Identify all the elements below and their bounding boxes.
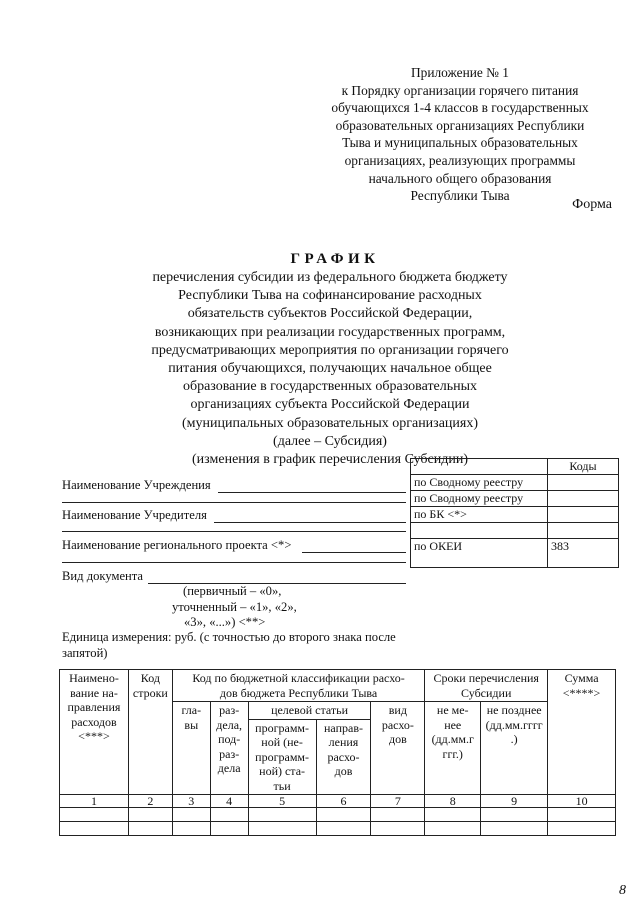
annex-line: образовательных организациях Республики <box>335 117 585 133</box>
table-cell[interactable] <box>210 808 248 822</box>
table-cell[interactable] <box>316 808 371 822</box>
table-cell[interactable] <box>371 822 425 836</box>
institution-field-line2[interactable] <box>62 502 406 503</box>
codes-header-row <box>411 459 619 475</box>
codes-row-label <box>411 523 548 539</box>
header-text: расхо- <box>381 717 414 732</box>
project-label: Наименование регионального проекта <*> <box>62 538 292 552</box>
header-expense-kind <box>371 702 425 795</box>
project-field[interactable] <box>302 552 406 553</box>
header-text: программ- <box>255 720 310 735</box>
codes-row-value[interactable] <box>548 491 619 507</box>
subtitle-line: (муниципальных образовательных организациях) <box>181 415 479 431</box>
header-text: расходов <box>71 714 117 729</box>
codes-row-value[interactable]: 383 <box>548 539 619 568</box>
codes-row <box>411 539 619 568</box>
codes-row <box>411 507 619 523</box>
codes-table <box>410 458 619 568</box>
institution-field[interactable] <box>218 492 406 493</box>
codes-row-label: по ОКЕИ <box>411 539 548 568</box>
annex-line: начального общего образования <box>368 170 552 186</box>
codes-row-label: по БК <*> <box>411 507 548 523</box>
annex-line: Республики Тыва <box>410 188 510 204</box>
table-cell[interactable] <box>248 808 316 822</box>
header-text: направ- <box>323 720 363 735</box>
header-text: ления <box>328 735 359 749</box>
column-number: 7 <box>371 795 425 808</box>
codes-row-value[interactable] <box>548 523 619 539</box>
codes-row <box>411 475 619 491</box>
table-cell[interactable] <box>248 822 316 836</box>
column-number: 8 <box>425 795 481 808</box>
subtitle-line: образование в государственных образовательных <box>182 379 478 395</box>
subtitle-line: обязательств субъектов Российской Федерации, <box>187 306 473 322</box>
header-row-code <box>128 670 172 795</box>
column-number: 2 <box>128 795 172 808</box>
doc-type-note: (первичный – «0», <box>183 584 282 598</box>
subtitle-line: (далее – Субсидия) <box>273 433 387 449</box>
subtitle-line: (изменения в график перечисления Субсидии) <box>192 452 468 468</box>
header-text: нее <box>444 717 462 732</box>
subtitle-line: возникающих при реализации государственных программ, <box>154 324 506 340</box>
annex-line: организациях, реализующих программы <box>344 152 576 168</box>
table-cell[interactable] <box>210 822 248 836</box>
table-cell[interactable] <box>371 808 425 822</box>
header-text: (дд.мм.г <box>431 732 474 746</box>
codes-row-value[interactable] <box>548 475 619 491</box>
header-text: расхо- <box>327 749 360 764</box>
page-number: 8 <box>619 883 626 898</box>
header-text: Сумма <box>564 671 599 685</box>
doc-type-note: уточненный – «1», «2», <box>172 600 297 614</box>
table-cell[interactable] <box>128 808 172 822</box>
table-cell[interactable] <box>128 822 172 836</box>
header-text: Код по бюджетной классификации расхо- <box>192 671 405 685</box>
annex-line: к Порядку организации горячего питания <box>341 82 579 98</box>
table-cell[interactable] <box>548 808 616 822</box>
codes-row-label: по Сводному реестру <box>411 475 548 491</box>
header-text: дов <box>388 732 407 746</box>
header-text: дела <box>217 761 241 775</box>
header-text: вание на- <box>70 685 118 700</box>
header-not-later <box>481 702 548 795</box>
header-text: <***> <box>78 729 110 743</box>
header-chapter <box>172 702 210 795</box>
header-text: Код <box>140 671 160 685</box>
founder-field[interactable] <box>214 522 406 523</box>
subtitle-line: предусматривающих мероприятия по организации горячего <box>151 342 509 358</box>
table-cell[interactable] <box>172 808 210 822</box>
project-field-line2[interactable] <box>62 562 406 563</box>
founder-field-line2[interactable] <box>62 531 406 532</box>
codes-blank-cell <box>411 459 548 475</box>
header-text: ной) ста- <box>259 764 306 778</box>
header-target-article: целевой статьи <box>248 702 371 720</box>
header-text: <****> <box>562 685 601 700</box>
header-sum <box>548 670 616 795</box>
header-expense-name <box>60 670 129 795</box>
header-text: (дд.мм.гггг <box>485 717 543 732</box>
table-cell[interactable] <box>316 822 371 836</box>
header-text: не ме- <box>436 703 469 717</box>
header-text: Наимено- <box>69 671 119 685</box>
header-text: вы <box>184 717 199 732</box>
header-direction <box>316 719 371 795</box>
column-number: 10 <box>548 795 616 808</box>
subtitle-line: Республики Тыва на софинансирование расходных <box>178 288 482 304</box>
header-text: тьи <box>273 778 291 793</box>
table-row <box>60 822 616 836</box>
header-text: дов <box>334 764 353 778</box>
column-number: 5 <box>248 795 316 808</box>
column-number: 3 <box>172 795 210 808</box>
codes-row <box>411 523 619 539</box>
institution-label: Наименование Учреждения <box>62 478 211 492</box>
header-text: дела, <box>216 717 243 732</box>
header-text: раз- <box>219 746 240 761</box>
table-cell[interactable] <box>548 822 616 836</box>
table-cell[interactable] <box>172 822 210 836</box>
header-text: дов бюджета Республики Тыва <box>219 685 378 700</box>
document-title: ГРАФИК <box>290 251 380 267</box>
table-cell[interactable] <box>481 808 548 822</box>
founder-label: Наименование Учредителя <box>62 508 207 522</box>
codes-row-value[interactable] <box>548 507 619 523</box>
header-text: .) <box>510 732 518 746</box>
header-not-before <box>425 702 481 795</box>
annex-line: Приложение № 1 <box>410 65 510 80</box>
doc-type-note: «3», «...») <**> <box>184 615 266 629</box>
table-cell[interactable] <box>60 808 129 822</box>
document-subtitle <box>80 269 580 469</box>
annex-line: обучающихся 1-4 классов в государственных <box>331 100 589 116</box>
header-text: раз- <box>219 703 240 717</box>
header-text: Субсидии <box>461 685 512 700</box>
column-number: 1 <box>60 795 129 808</box>
unit-label: Единица измерения: руб. (с точностью до второго знака после <box>62 630 396 644</box>
header-text: правления <box>67 700 121 714</box>
subtitle-line: организациях субъекта Российской Федерации <box>190 397 470 413</box>
codes-header: Коды <box>548 459 619 475</box>
header-text: ной (не- <box>261 735 303 749</box>
form-label: Форма <box>572 197 612 212</box>
header-budget-code <box>172 670 424 702</box>
header-section <box>210 702 248 795</box>
header-text: вид <box>388 703 407 717</box>
header-text: гла- <box>181 703 202 717</box>
table-cell[interactable] <box>425 822 481 836</box>
header-text: не позднее <box>486 703 542 717</box>
schedule-table <box>59 669 616 836</box>
doc-type-label: Вид документа <box>62 569 144 583</box>
annex-line: Тыва и муниципальных образовательных <box>342 135 578 151</box>
header-text: Сроки перечисления <box>433 671 539 685</box>
subtitle-line: питания обучающихся, получающих начальное общее <box>168 361 492 377</box>
table-cell[interactable] <box>481 822 548 836</box>
codes-row-label: по Сводному реестру <box>411 491 548 507</box>
table-cell[interactable] <box>60 822 129 836</box>
table-row <box>60 808 616 822</box>
annex-header <box>300 64 620 205</box>
column-number-row <box>60 795 616 808</box>
header-program <box>248 719 316 795</box>
header-text: под- <box>218 732 241 746</box>
header-text: ггг.) <box>442 746 463 761</box>
column-number: 4 <box>210 795 248 808</box>
table-header-row <box>60 670 616 702</box>
subtitle-line: перечисления субсидии из федерального бюджета бюджету <box>152 270 508 285</box>
column-number: 9 <box>481 795 548 808</box>
header-text: строки <box>132 685 168 700</box>
unit-label-cont: запятой) <box>62 646 108 660</box>
header-text: программ- <box>255 749 310 764</box>
column-number: 6 <box>316 795 371 808</box>
codes-row <box>411 491 619 507</box>
table-cell[interactable] <box>425 808 481 822</box>
header-transfer-terms <box>425 670 548 702</box>
